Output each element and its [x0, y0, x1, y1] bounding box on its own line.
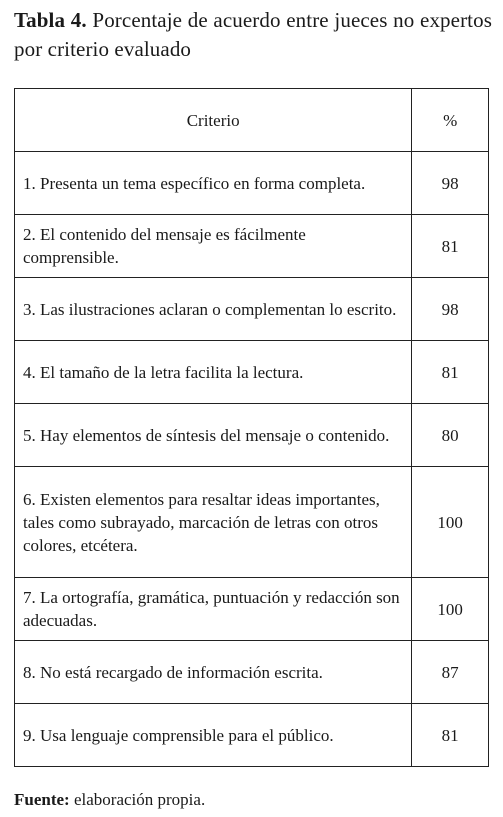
table-row	[15, 341, 489, 404]
table-row	[15, 467, 489, 578]
table-caption-label: Tabla 4.	[14, 8, 87, 32]
source-text: elaboración propia.	[73, 790, 206, 809]
percent-cell: 87	[412, 641, 489, 704]
criterion-cell: 2. El contenido del mensaje es fácilmente comprensible.	[15, 215, 412, 278]
table-row	[15, 578, 489, 641]
table-source-note	[14, 789, 205, 811]
criterion-cell: 6. Existen elementos para resaltar ideas importantes, tales como subrayado, marcación de letras con otros colores, etcétera.	[15, 467, 412, 578]
criterion-cell: 7. La ortografía, gramática, puntuación y redacción son adecuadas.	[15, 578, 412, 641]
percent-cell: 81	[412, 341, 489, 404]
criterion-cell: 8. No está recargado de información escrita.	[15, 641, 412, 704]
criterion-cell: 5. Hay elementos de síntesis del mensaje o contenido.	[15, 404, 412, 467]
source-label: Fuente:	[14, 790, 70, 809]
header-criterion: Criterio	[15, 89, 412, 152]
percent-cell: 100	[412, 467, 489, 578]
agreement-table	[14, 88, 489, 767]
table-row	[15, 215, 489, 278]
percent-cell: 81	[412, 704, 489, 767]
criterion-cell: 4. El tamaño de la letra facilita la lectura.	[15, 341, 412, 404]
table-header-row	[15, 89, 489, 152]
table-row	[15, 278, 489, 341]
percent-cell: 100	[412, 578, 489, 641]
table-caption-text: Porcentaje de acuerdo entre jueces no expertos por criterio evaluado	[14, 8, 492, 61]
percent-cell: 98	[412, 152, 489, 215]
table-caption	[14, 6, 492, 64]
criterion-cell: 3. Las ilustraciones aclaran o complementan lo escrito.	[15, 278, 412, 341]
table-row	[15, 404, 489, 467]
table-row	[15, 152, 489, 215]
percent-cell: 81	[412, 215, 489, 278]
table-row	[15, 704, 489, 767]
header-percent: %	[412, 89, 489, 152]
percent-cell: 98	[412, 278, 489, 341]
percent-cell: 80	[412, 404, 489, 467]
table-row	[15, 641, 489, 704]
criterion-cell: 9. Usa lenguaje comprensible para el público.	[15, 704, 412, 767]
criterion-cell: 1. Presenta un tema específico en forma completa.	[15, 152, 412, 215]
